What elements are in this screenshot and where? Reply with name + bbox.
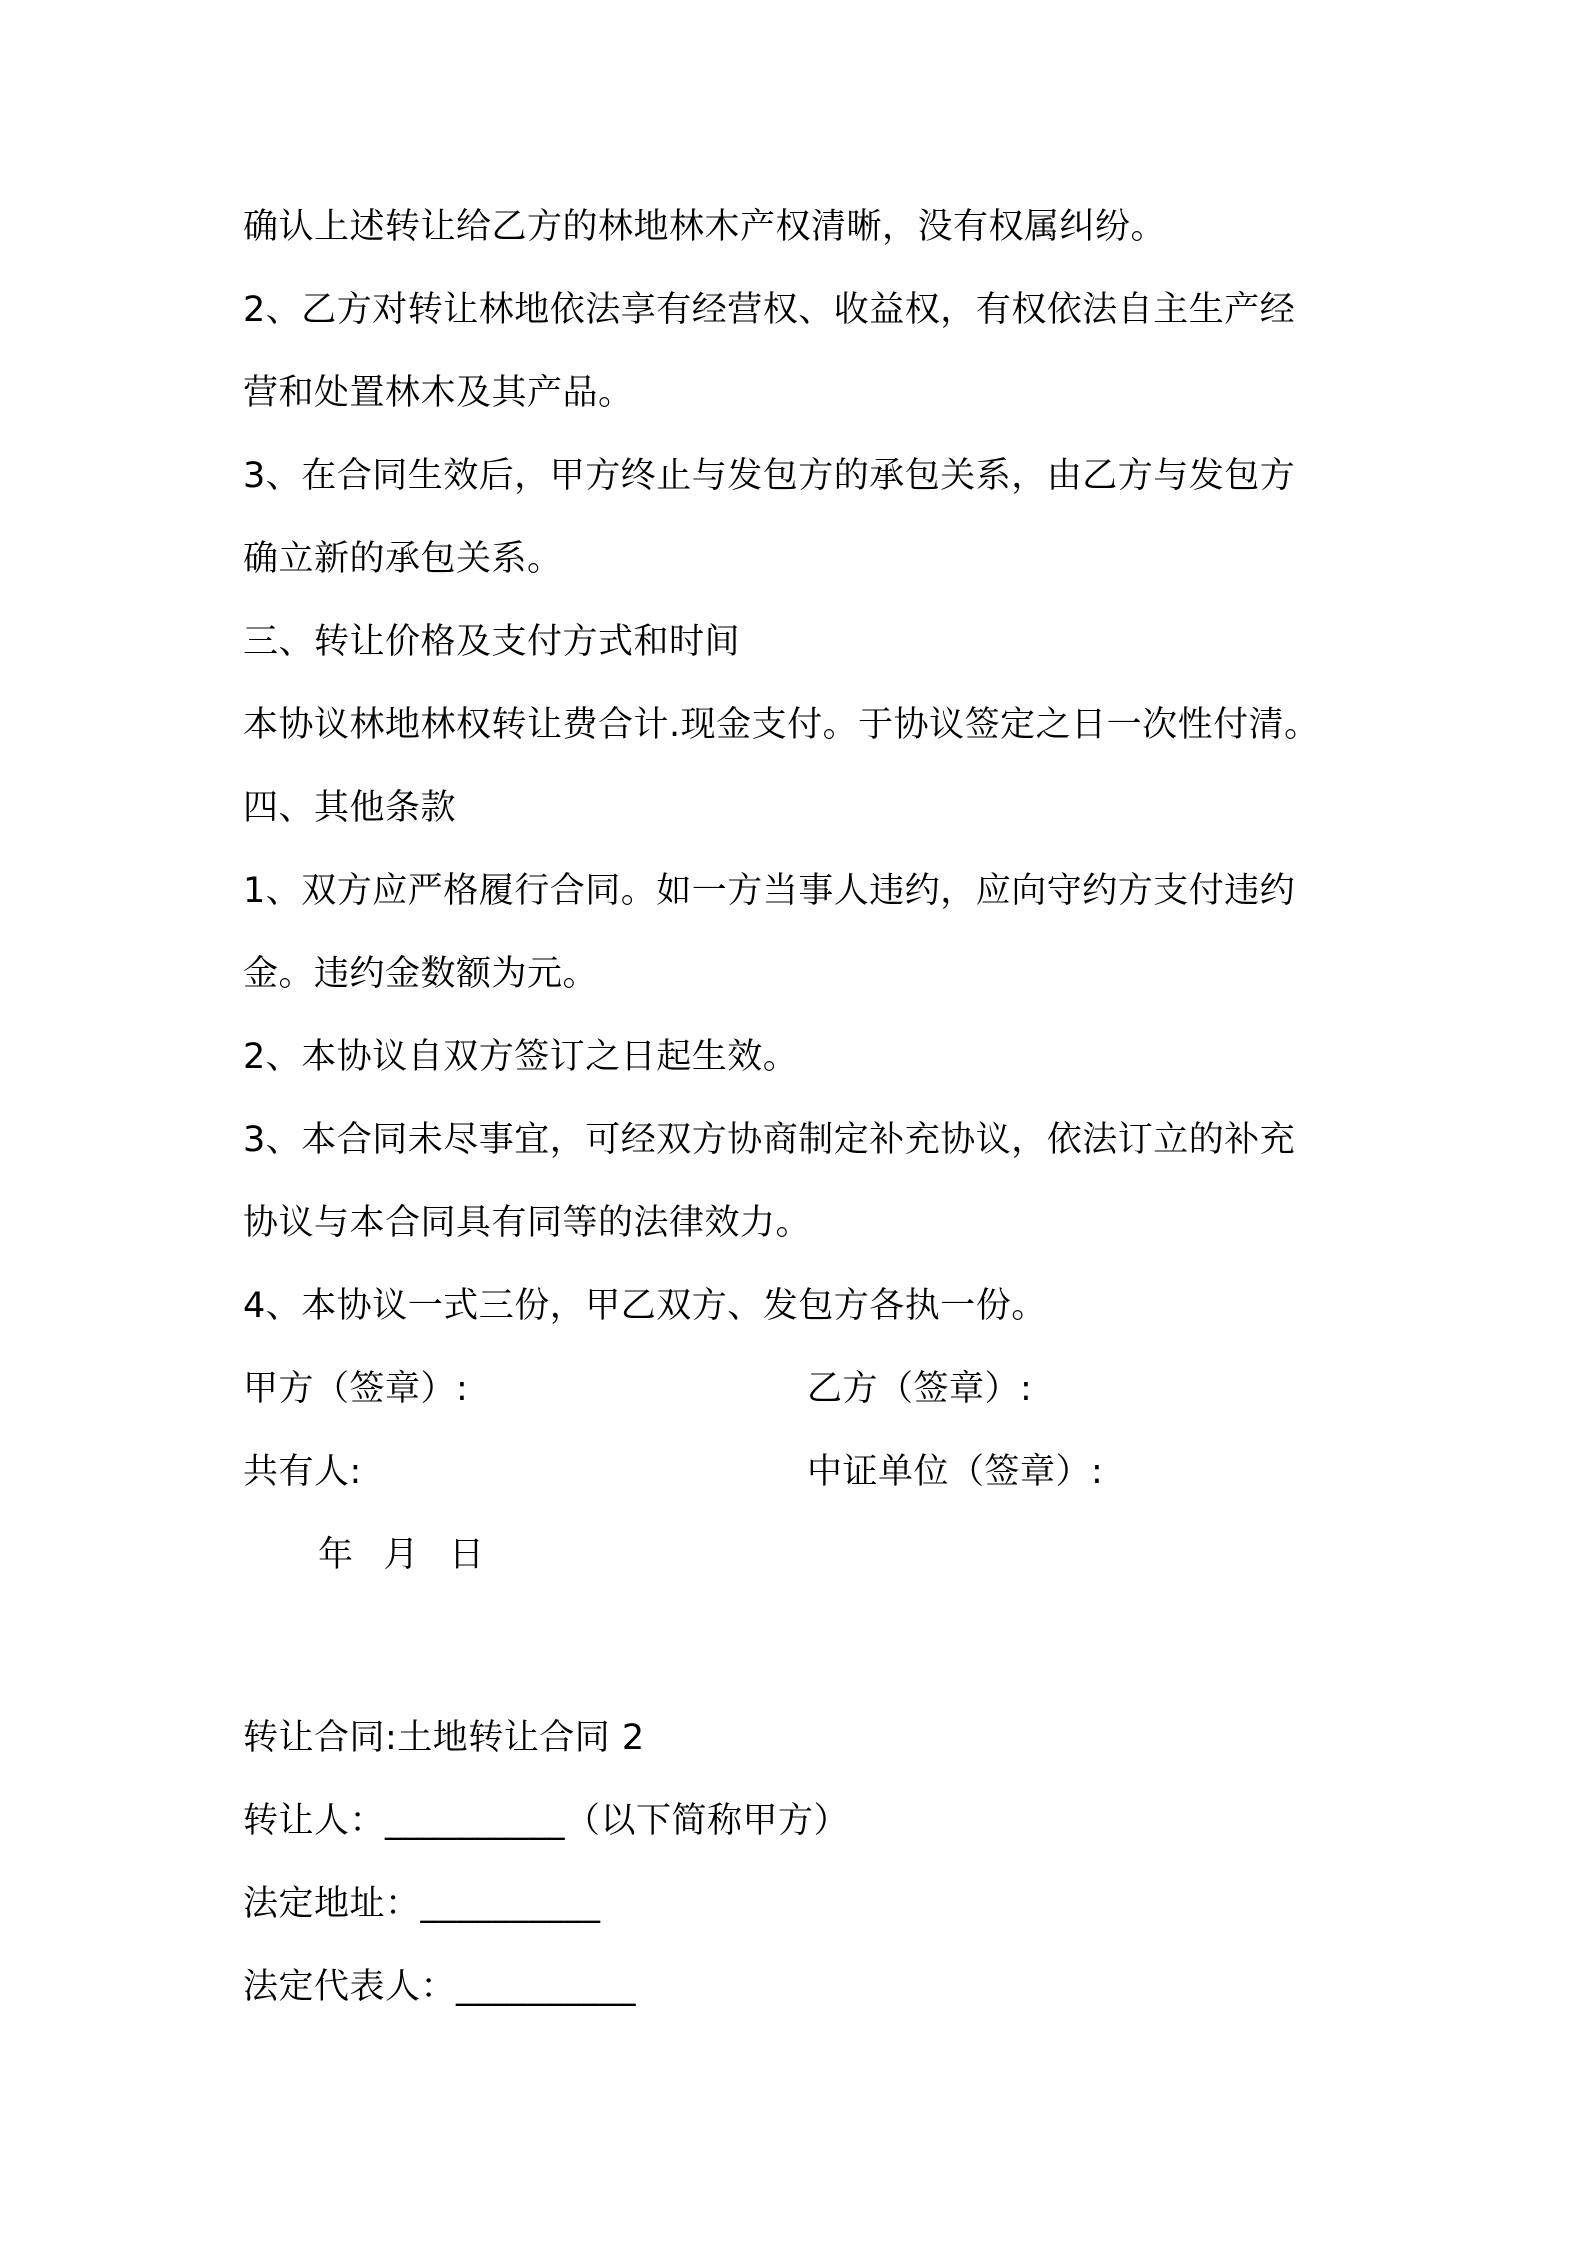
section-heading-other-terms: 四、其他条款 [243, 788, 457, 828]
signature-date [318, 1533, 485, 1577]
signature-party-a: 甲方（签章）: [243, 1369, 469, 1409]
date-day: 日 [449, 1535, 485, 1575]
paragraph-other-4: 4、本协议一式三份，甲乙双方、发包方各执一份。 [243, 1286, 1047, 1326]
paragraph-other-3-line-2: 协议与本合同具有同等的法律效力。 [243, 1203, 812, 1243]
paragraph-clause-3-line-2: 确立新的承包关系。 [243, 539, 563, 579]
signature-party-b: 乙方（签章）: [807, 1369, 1033, 1409]
second-contract-title: 转让合同:土地转让合同 2 [243, 1718, 645, 1758]
field-transferor: 转让人：__________（以下简称甲方） [243, 1801, 850, 1841]
field-legal-representative: 法定代表人：__________ [243, 1967, 637, 2007]
paragraph-rights-confirmation: 确认上述转让给乙方的林地林木产权清晰，没有权属纠纷。 [243, 207, 1167, 247]
paragraph-other-1-line-1: 1、双方应严格履行合同。如一方当事人违约，应向守约方支付违约 [243, 871, 1296, 911]
date-month: 月 [383, 1535, 420, 1575]
signature-notary: 中证单位（签章）: [807, 1452, 1104, 1492]
paragraph-clause-2-line-2: 营和处置林木及其产品。 [243, 373, 634, 413]
signature-co-owner: 共有人: [243, 1452, 362, 1492]
section-heading-price-payment: 三、转让价格及支付方式和时间 [243, 622, 741, 662]
paragraph-clause-2-line-1: 2、乙方对转让林地依法享有经营权、收益权，有权依法自主生产经 [243, 290, 1296, 330]
paragraph-other-2: 2、本协议自双方签订之日起生效。 [243, 1037, 799, 1077]
paragraph-other-3-line-1: 3、本合同未尽事宜，可经双方协商制定补充协议，依法订立的补充 [243, 1120, 1296, 1160]
paragraph-clause-3-line-1: 3、在合同生效后，甲方终止与发包方的承包关系，由乙方与发包方 [243, 456, 1296, 496]
paragraph-payment-terms: 本协议林地林权转让费合计.现金支付。于协议签定之日一次性付清。 [243, 705, 1320, 745]
field-legal-address: 法定地址：__________ [243, 1884, 601, 1924]
date-year: 年 [318, 1535, 354, 1575]
paragraph-other-1-line-2: 金。违约金数额为元。 [243, 954, 599, 994]
